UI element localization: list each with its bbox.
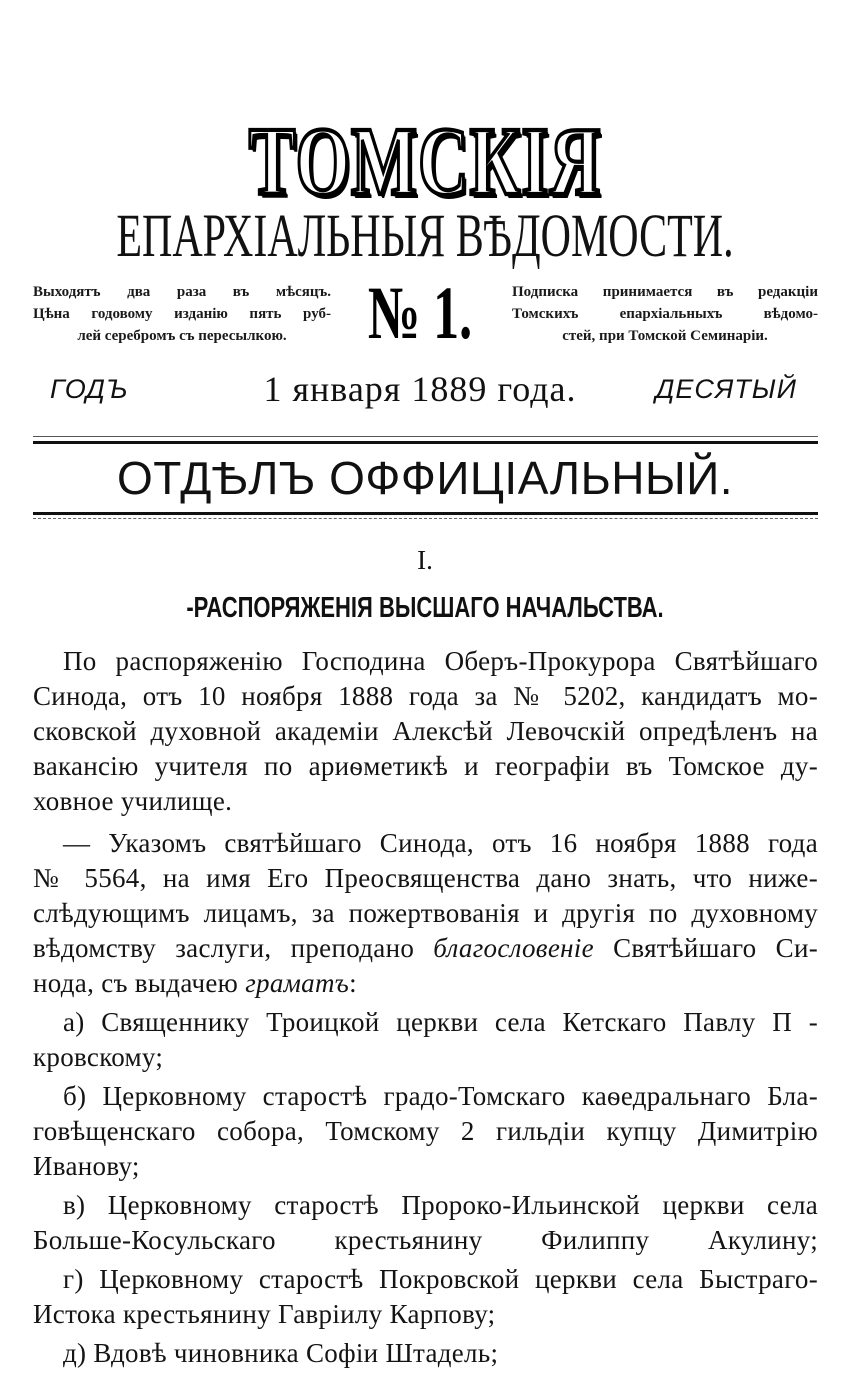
note-line: Цѣна годовому изданію пять руб- — [33, 306, 331, 322]
article-line: г) Церковному старостѣ Покровской церкви села Быстраго- — [63, 1264, 818, 1294]
rule-divider — [33, 436, 818, 437]
article-line — [33, 966, 818, 1001]
text-segment: Святѣйшаго Си- — [593, 933, 818, 963]
article-line: кровскому; — [33, 1042, 164, 1072]
dateline — [0, 368, 850, 410]
year-label: ГОДЪ — [50, 374, 129, 404]
paragraph — [33, 826, 818, 1001]
article-line: Больше-Косульскаго крестьянину Филиппу Акулину; — [33, 1225, 818, 1255]
year-ordinal: ДЕСЯТЫЙ — [655, 374, 797, 404]
note-line: стей, при Томской Семинаріи. — [562, 328, 768, 344]
section-title: ОТДѢЛЪ ОФФИЦІАЛЬНЫЙ. — [116, 452, 734, 504]
italic-segment: граматъ — [245, 968, 350, 998]
article-line: д) Вдовѣ чиновника Софіи Штадель; — [63, 1338, 499, 1368]
part-number: I. — [417, 545, 433, 575]
article-line: в) Церковному старостѣ Пророко-Ильинской церкви села — [63, 1190, 818, 1220]
article-line: По распоряженію Господина Оберъ-Прокурора Святѣйшаго — [63, 646, 818, 676]
subscription-note — [512, 281, 818, 347]
text-segment: вѣдомству заслуги, преподано — [33, 933, 434, 963]
note-line: Подписка принимается въ редакціи — [512, 284, 818, 300]
part-title-block — [0, 590, 850, 626]
article-line: — Указомъ святѣйшаго Синода, отъ 16 ноября 1888 года — [63, 828, 818, 858]
article-line — [33, 931, 818, 966]
article-line: б) Церковному старостѣ градо-Томскаго каѳедральнаго Бла- — [63, 1081, 818, 1111]
article-line: сковской духовной академіи Алексѣй Левочскій опредѣленъ на — [33, 716, 818, 746]
issue-number: № 1. — [367, 272, 473, 356]
article-line: Иванову; — [33, 1151, 140, 1181]
article-line: Истока крестьянину Гавріилу Карпову; — [33, 1299, 496, 1329]
list-item — [33, 1188, 818, 1258]
masthead-title: ЕПАРХІАЛЬНЫЯ ВѢДОМОСТИ. — [116, 203, 734, 271]
rule-divider — [33, 441, 818, 444]
issue-date: 1 января 1889 года. — [263, 369, 577, 409]
list-item — [33, 1262, 818, 1332]
part-title: -РАСПОРЯЖЕНІЯ ВЫСШАГО НАЧАЛЬСТВА. — [186, 591, 664, 624]
list-item — [33, 1336, 818, 1371]
text-segment: : — [349, 968, 357, 998]
list-item — [33, 1005, 818, 1075]
article-line: а) Священнику Троицкой церкви села Кетскаго Павлу П - — [63, 1007, 818, 1037]
rule-divider — [33, 518, 818, 519]
note-line: Выходятъ два раза въ мѣсяцъ. — [33, 284, 331, 300]
article-line: слѣдующимъ лицамъ, за пожертвованія и другія по духовному — [33, 898, 818, 928]
article-line: ховное училище. — [33, 786, 233, 816]
article-line: Синода, отъ 10 ноября 1888 года за № 5202, кандидатъ мо- — [33, 681, 818, 711]
paragraph — [33, 644, 818, 819]
italic-segment: благословеніе — [433, 933, 594, 963]
list-item — [33, 1079, 818, 1184]
note-line: лей серебромъ съ пересылкою. — [77, 328, 287, 344]
masthead-ornate-title: ТОМСКІЯ — [248, 108, 602, 217]
note-line: Томскихъ епархіальныхъ вѣдомо- — [512, 306, 818, 322]
article-line: говѣщенскаго собора, Томскому 2 гильдіи купцу Димитрію — [33, 1116, 818, 1146]
rule-divider — [33, 512, 818, 515]
article-body — [33, 644, 818, 1371]
article-line: № 5564, на имя Его Преосвященства дано знать, что ниже- — [33, 863, 818, 893]
article-line: вакансію учителя по ариѳметикѣ и географіи въ Томское ду- — [33, 751, 818, 781]
issue-number-block — [355, 272, 485, 356]
masthead-title-block — [0, 203, 850, 271]
text-segment: нода, съ выдачею — [33, 968, 246, 998]
publication-schedule-note — [33, 281, 331, 347]
